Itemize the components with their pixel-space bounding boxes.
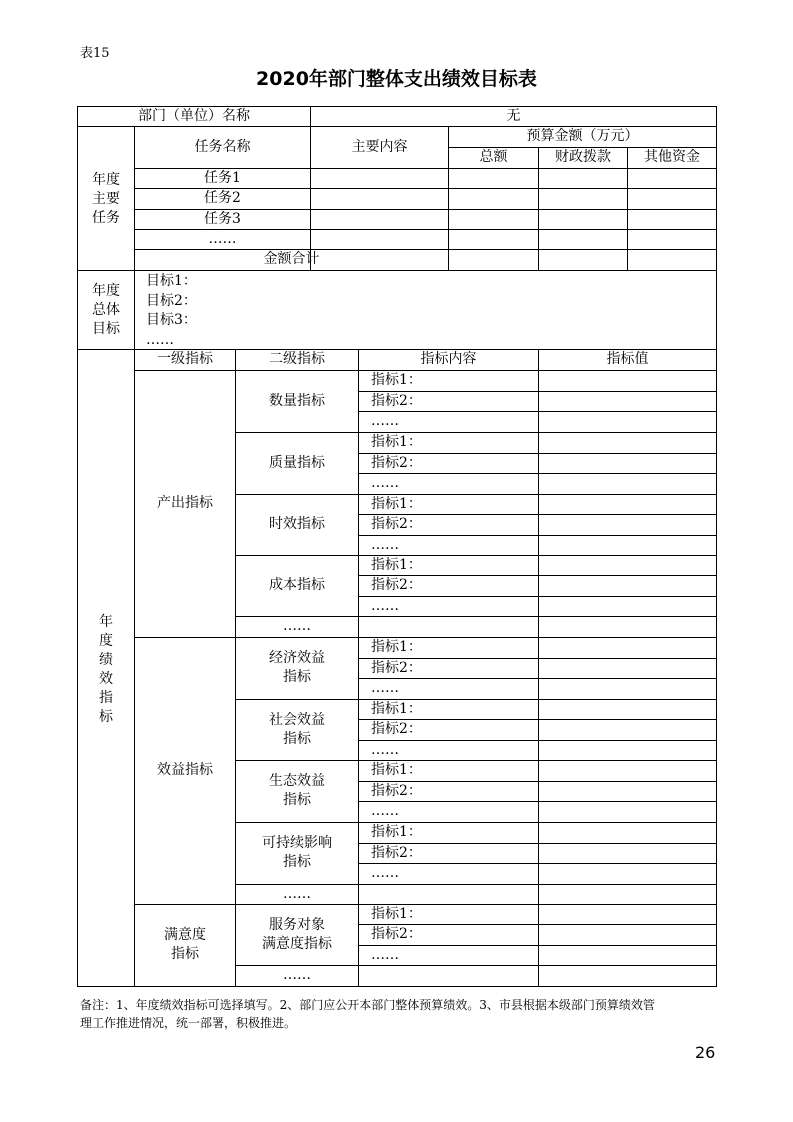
- level2-indicator: [236, 699, 358, 760]
- budget-col-total-line: 总额: [479, 149, 508, 165]
- indicator-content-item: [359, 514, 538, 535]
- indicator-content-item: [359, 535, 538, 555]
- level2-indicator-line: ……: [283, 885, 311, 902]
- level2-indicator-line: 指标: [283, 854, 311, 870]
- indicator-content-item: [359, 822, 538, 843]
- indicator-content-item: [359, 575, 538, 596]
- budget-col-other-line: 其他资金: [644, 149, 700, 165]
- table-number: 表15: [80, 46, 110, 61]
- indicator-content-item: [359, 760, 538, 781]
- level2-indicator-line: 满意度指标: [262, 935, 332, 952]
- task-row-name: [135, 229, 310, 249]
- level2-indicator-line: 成本指标: [269, 577, 325, 593]
- footnote: [80, 996, 720, 1032]
- indicator-content-item: [359, 904, 538, 924]
- budget-header: [449, 126, 716, 147]
- indicator-content-item: [359, 637, 538, 658]
- rule-vertical: [538, 349, 539, 987]
- rule-horizontal: [77, 270, 717, 271]
- indicator-content-item-line: ……: [371, 946, 399, 963]
- level2-indicator-line: 质量指标: [269, 454, 325, 471]
- indicator-content-item: [359, 658, 538, 678]
- col-task-name-line: 任务名称: [194, 138, 251, 155]
- indicator-content-item-line: 指标2：: [371, 844, 422, 861]
- budget-col-fiscal: [539, 147, 627, 168]
- level1-output: [135, 370, 235, 637]
- goal-item: 目标1：: [146, 273, 197, 289]
- level2-indicator-line: ……: [283, 618, 311, 634]
- indicator-content-item-line: 指标1：: [371, 495, 422, 512]
- dept-label-line: 部门（单位）名称: [138, 107, 250, 124]
- goals-side-label-line: 总体: [92, 301, 120, 318]
- indicator-content-item: [359, 432, 538, 453]
- footnote-line: 备注：1、年度绩效指标可选择填写。2、部门应公开本部门整体预算绩效。3、市县根据本级部门预算绩效管: [80, 998, 655, 1012]
- indicator-content-item-line: ……: [371, 597, 399, 614]
- indicator-content-item-line: 指标1：: [371, 700, 422, 717]
- indicator-content-item-line: 指标2：: [371, 392, 422, 409]
- indicator-content-item-line: 指标2：: [371, 721, 422, 737]
- goals-side-label-line: 目标: [92, 320, 120, 337]
- indicator-content-item: [359, 678, 538, 699]
- task-row-name: [135, 188, 310, 209]
- budget-col-other: [628, 147, 716, 168]
- indicators-side-label: [78, 600, 134, 740]
- level2-indicator: [236, 965, 358, 986]
- indicator-content-item-line: 指标2：: [371, 926, 422, 942]
- budget-col-total: [449, 147, 538, 168]
- indicator-content-item: [359, 391, 538, 411]
- page-number: 26: [695, 1043, 716, 1062]
- level2-indicator-line: 服务对象: [269, 916, 325, 933]
- col-main-content-line: 主要内容: [351, 138, 408, 155]
- level1-benefit: [135, 637, 235, 904]
- task-side-label-line: 任务: [92, 209, 120, 226]
- level2-indicator-line: 指标: [283, 792, 311, 808]
- total-amount-label-line: 金额合计: [263, 251, 320, 267]
- task-row-name-line: 任务2: [204, 190, 241, 206]
- level2-indicator: [236, 637, 358, 699]
- header-level1: [135, 349, 235, 370]
- col-task-name: [135, 126, 310, 168]
- indicators-side-label-line: 效: [99, 671, 113, 687]
- dept-value-line: 无: [506, 107, 521, 124]
- indicators-side-label-line: 指: [99, 690, 113, 706]
- indicator-content-item-line: 指标1：: [371, 556, 422, 573]
- indicator-content-item-line: ……: [371, 413, 399, 429]
- indicator-content-item-line: 指标2：: [371, 782, 422, 799]
- task-row-name: [135, 168, 310, 188]
- task-row-name-line: ……: [208, 230, 237, 247]
- indicator-content-item-line: 指标1：: [371, 824, 422, 840]
- indicator-content-item-line: ……: [371, 865, 399, 881]
- indicator-content-item-line: 指标2：: [371, 454, 422, 471]
- level2-indicator-line: 经济效益: [269, 650, 325, 666]
- level2-indicator: [236, 555, 358, 616]
- level1-benefit-line: 效益指标: [157, 762, 213, 778]
- level2-indicator: [236, 904, 358, 965]
- level2-indicator: [236, 884, 358, 904]
- indicator-content-item: [359, 494, 538, 514]
- indicator-content-item: [359, 945, 538, 965]
- level2-indicator-line: 可持续影响: [262, 835, 332, 851]
- indicator-content-item-line: 指标1：: [371, 905, 422, 922]
- indicators-side-label-line: 度: [99, 633, 113, 649]
- level2-indicator-line: 时效指标: [269, 516, 325, 532]
- indicator-content-item: [359, 719, 538, 740]
- budget-col-fiscal-line: 财政拨款: [555, 149, 611, 165]
- budget-header-line: 预算金额（万元）: [526, 128, 639, 144]
- footnote-line: 理工作推进情况，统一部署，积极推进。: [80, 1016, 297, 1030]
- indicator-content-item-line: 指标2：: [371, 577, 422, 593]
- level1-output-line: 产出指标: [157, 495, 213, 511]
- indicator-content-item: [359, 740, 538, 760]
- indicators-side-label-line: 标: [99, 709, 113, 725]
- level2-indicator-line: 生态效益: [269, 773, 325, 789]
- header-level2-line: 二级指标: [269, 351, 325, 367]
- indicator-content-item-line: ……: [371, 680, 399, 696]
- level1-satisfaction-line: 满意度: [164, 927, 206, 943]
- rule-vertical: [134, 270, 135, 350]
- header-value: [539, 349, 716, 370]
- level2-indicator-line: 指标: [283, 730, 311, 747]
- total-amount-label: [135, 249, 448, 270]
- col-main-content: [311, 126, 448, 168]
- task-row-name: [135, 209, 310, 229]
- level2-indicator-line: 指标: [283, 669, 311, 685]
- task-side-label-line: 主要: [92, 190, 120, 207]
- goals-side-label-line: 年度: [92, 282, 120, 299]
- indicator-content-item: [359, 699, 538, 719]
- task-side-label: [78, 168, 134, 230]
- indicator-content-item: [359, 801, 538, 822]
- level2-indicator-line: 数量指标: [269, 392, 325, 409]
- level1-satisfaction-line: 指标: [171, 946, 199, 962]
- level2-indicator: [236, 616, 358, 637]
- indicator-content-item: [359, 411, 538, 432]
- indicators-side-label-line: 绩: [99, 652, 113, 668]
- header-value-line: 指标值: [606, 351, 649, 367]
- goal-item: ……: [146, 331, 174, 348]
- indicator-content-item-line: 指标1：: [371, 762, 422, 778]
- indicator-content-item-line: ……: [371, 536, 399, 553]
- goal-item: 目标3：: [146, 312, 197, 328]
- indicator-content-item: [359, 781, 538, 801]
- page-title: 2020年部门整体支出绩效目标表: [256, 68, 537, 90]
- level2-indicator: [236, 432, 358, 494]
- indicator-content-item: [359, 596, 538, 616]
- indicator-content-item-line: 指标2：: [371, 659, 422, 676]
- indicator-content-item: [359, 843, 538, 863]
- level2-indicator: [236, 370, 358, 432]
- goals-side-label: [78, 280, 134, 340]
- header-content-line: 指标内容: [420, 351, 477, 367]
- task-side-label-line: 年度: [92, 171, 120, 188]
- level2-indicator: [236, 760, 358, 822]
- task-row-name-line: 任务1: [204, 169, 241, 186]
- indicator-content-item-line: 指标2：: [371, 516, 422, 532]
- indicator-content-item: [359, 555, 538, 575]
- header-content: [359, 349, 538, 370]
- indicator-content-item: [359, 453, 538, 473]
- dept-label: [78, 106, 310, 126]
- indicator-content-item-line: ……: [371, 475, 399, 491]
- indicator-content-item: [359, 473, 538, 494]
- level1-satisfaction: [135, 904, 235, 986]
- indicator-content-item-line: ……: [371, 803, 399, 819]
- indicators-side-label-line: 年: [99, 614, 113, 630]
- level2-indicator-line: ……: [283, 967, 311, 983]
- level2-indicator: [236, 494, 358, 555]
- header-level2: [236, 349, 358, 370]
- indicator-content-item-line: 指标1：: [371, 372, 422, 388]
- level2-indicator-line: 社会效益: [269, 711, 325, 728]
- goal-item: 目标2：: [146, 292, 197, 309]
- dept-value: [311, 106, 716, 126]
- indicator-content-item-line: ……: [371, 741, 399, 758]
- level2-indicator: [236, 822, 358, 884]
- goals-list: [146, 272, 197, 350]
- indicator-content-item: [359, 863, 538, 884]
- indicator-content-item-line: 指标1：: [371, 639, 422, 655]
- indicator-content-item: [359, 924, 538, 945]
- indicator-content-item-line: 指标1：: [371, 434, 422, 450]
- indicator-content-item: [359, 370, 538, 391]
- task-row-name-line: 任务3: [204, 210, 241, 227]
- header-level1-line: 一级指标: [157, 351, 213, 367]
